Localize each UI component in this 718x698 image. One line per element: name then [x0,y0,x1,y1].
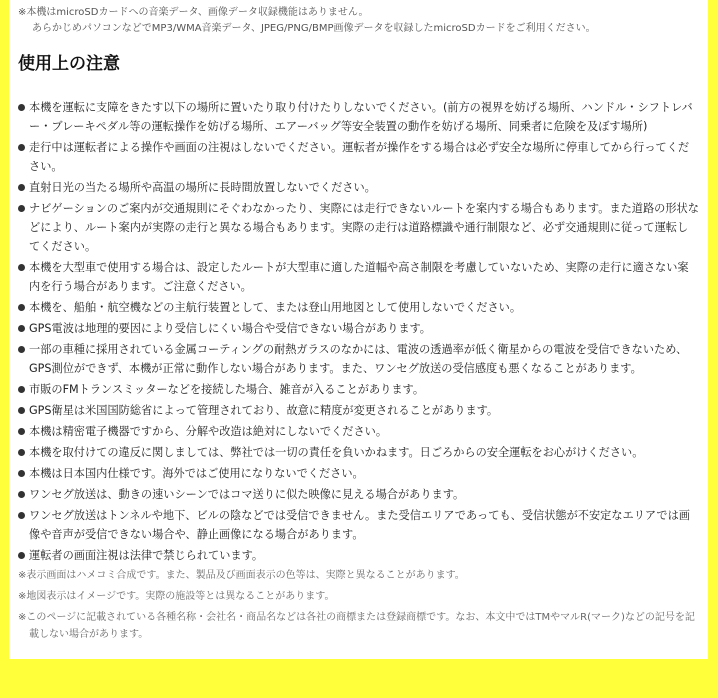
bullet-icon [18,184,25,191]
caution-item [18,485,699,504]
caution-item [18,138,699,176]
caution-text: GPS衛星は米国国防総省によって管理されており、故意に精度が変更されることがあります。 [29,404,499,417]
footnotes [18,567,699,643]
bullet-icon [18,449,25,456]
content-panel [9,0,708,659]
bullet-icon [18,407,25,414]
caution-item [18,464,699,483]
bullet-icon [18,470,25,477]
caution-text: ナビゲーションのご案内が交通規則にそぐわなかったり、実際には走行できないルートを案内する場合もあります。また道路の形状などにより、ルート案内が実際の走行と異なる場合もあります。実際の走行は道路標識や通行制限など、必ず交通規則に従って運転してください。 [29,202,699,253]
caution-text: 走行中は運転者による操作や画面の注視はしないでください。運転者が操作をする場合は必ず安全な場所に停車してから行ってください。 [29,141,690,173]
caution-item [18,298,699,317]
caution-item [18,340,699,378]
bullet-icon [18,325,25,332]
caution-item [18,506,699,544]
caution-item [18,380,699,399]
caution-item [18,422,699,441]
caution-item [18,258,699,296]
bullet-icon [18,104,25,111]
caution-text: 市販のFMトランスミッターなどを接続した場合、雑音が入ることがあります。 [29,383,425,396]
bullet-icon [18,491,25,498]
caution-item [18,401,699,420]
bullet-icon [18,304,25,311]
caution-text: 本機を大型車で使用する場合は、設定したルートが大型車に適した道幅や高さ制限を考慮していないため、実際の走行に適さない案内を行う場合があります。ご注意ください。 [29,261,689,293]
caution-item [18,178,699,197]
caution-text: ワンセグ放送はトンネルや地下、ビルの陰などでは受信できません。また受信エリアであっても、受信状態が不安定なエリアでは画像や音声が受信できない場合や、静止画像になる場合があります。 [29,509,690,541]
caution-item [18,199,699,256]
caution-text: 本機は精密電子機器ですから、分解や改造は絶対にしないでください。 [29,425,388,438]
caution-text: 本機を運転に支障をきたす以下の場所に置いたり取り付けたりしないでください。(前方の視界を妨げる場所、ハンドル・シフトレバー・ブレーキペダル等の運転操作を妨げる場所、エアーバッグ等安全装置の動作を妨げる場所、同乗者に危険を及ぼす場所) [29,101,693,133]
caution-text: 本機を取付けての違反に関しましては、弊社では一切の責任を負いかねます。日ごろからの安全運転をお心がけください。 [29,446,644,459]
caution-text: 本機は日本国内仕様です。海外ではご使用になりないでください。 [29,467,364,480]
caution-text: 本機を、船舶・航空機などの主航行装置として、または登山用地図として使用しないでください。 [29,301,522,314]
bullet-icon [18,264,25,271]
bullet-icon [18,205,25,212]
footnote-trademark: ※このページに記載されている各種名称・会社名・商品名などは各社の商標または登録商標です。なお、本文中ではTMやマルR(マーク)などの記号を記載しない場合があります。 [18,612,695,640]
footnote-map: ※地図表示はイメージです。実際の施設等とは異なることがあります。 [18,591,335,602]
caution-text: GPS電波は地理的要因により受信しにくい場合や受信できない場合があります。 [29,322,431,335]
footnote-display: ※表示画面はハメコミ合成です。また、製品及び画面表示の色等は、実際と異なることがあります。 [18,570,465,581]
bullet-icon [18,428,25,435]
top-note-1: ※本機はmicroSDカードへの音楽データ、画像データ収録機能はありません。 [18,7,369,18]
caution-text: 一部の車種に採用されている金属コーティングの耐熱ガラスのなかには、電波の透過率が低く衛星からの電波を受信できないため、GPS測位ができず、本機が正常に動作しない場合があります。また、ワンセグ放送の受信感度も悪くなることがあります。 [29,343,688,375]
caution-item [18,546,699,565]
section-title: 使用上の注意 [18,54,120,74]
bullet-icon [18,552,25,559]
bullet-icon [18,346,25,353]
bullet-icon [18,512,25,519]
caution-item [18,443,699,462]
caution-text: 運転者の画面注視は法律で禁じられています。 [29,549,264,562]
top-notes [18,0,699,37]
bullet-icon [18,144,25,151]
caution-text: 直射日光の当たる場所や高温の場所に長時間放置しないでください。 [29,181,376,194]
caution-text: ワンセグ放送は、動きの速いシーンではコマ送りに似た映像に見える場合があります。 [29,488,465,501]
bullet-icon [18,386,25,393]
caution-item [18,98,699,136]
caution-item [18,319,699,338]
top-note-2: あらかじめパソコンなどでMP3/WMA音楽データ、JPEG/PNG/BMP画像データを収録したmicroSDカードをご利用ください。 [32,23,596,34]
caution-list [18,98,699,565]
